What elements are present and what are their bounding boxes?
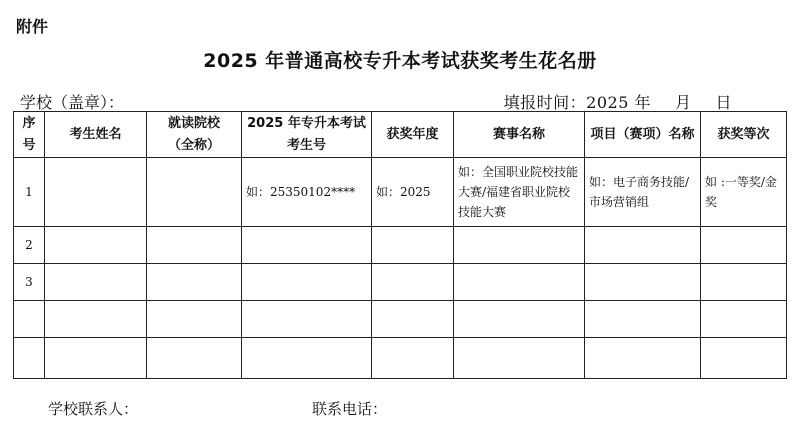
table-row xyxy=(14,338,787,379)
cell-index[interactable]: 1 xyxy=(14,158,45,227)
cell-award[interactable] xyxy=(701,338,787,379)
cell-year[interactable] xyxy=(372,264,454,301)
cell-exam-no[interactable] xyxy=(242,264,372,301)
col-header-event: 赛事名称 xyxy=(454,112,585,158)
cell-award[interactable] xyxy=(701,301,787,338)
cell-year[interactable] xyxy=(372,338,454,379)
cell-school[interactable] xyxy=(147,227,242,264)
month-label: 月 xyxy=(674,93,692,112)
cell-event[interactable] xyxy=(454,227,585,264)
cell-exam-no[interactable] xyxy=(242,227,372,264)
cell-event[interactable] xyxy=(454,338,585,379)
cell-school[interactable] xyxy=(147,264,242,301)
col-header-item: 项目（赛项）名称 xyxy=(585,112,701,158)
cell-award[interactable]: 如 :一等奖/金奖 xyxy=(701,158,787,227)
cell-name[interactable] xyxy=(45,158,147,227)
cell-index[interactable]: 2 xyxy=(14,227,45,264)
table-row xyxy=(14,301,787,338)
cell-name[interactable] xyxy=(45,338,147,379)
cell-year[interactable] xyxy=(372,227,454,264)
cell-item[interactable] xyxy=(585,264,701,301)
table-header-row xyxy=(14,112,787,158)
cell-item[interactable]: 如：电子商务技能/市场营销组 xyxy=(585,158,701,227)
col-header-name: 考生姓名 xyxy=(45,112,147,158)
table-row xyxy=(14,264,787,301)
cell-index[interactable] xyxy=(14,338,45,379)
day-label: 日 xyxy=(715,93,732,112)
cell-school[interactable] xyxy=(147,301,242,338)
cell-index[interactable] xyxy=(14,301,45,338)
attachment-label: 附件 xyxy=(16,17,49,36)
award-roster-table xyxy=(13,111,787,379)
fill-date-label: 填报时间：2025 年 xyxy=(503,93,651,112)
cell-item[interactable] xyxy=(585,227,701,264)
page-title: 2025 年普通高校专升本考试获奖考生花名册 xyxy=(203,50,597,72)
col-header-award: 获奖等次 xyxy=(701,112,787,158)
fill-date-line xyxy=(504,90,732,113)
cell-index[interactable]: 3 xyxy=(14,264,45,301)
school-seal-label: 学校（盖章）： xyxy=(20,93,125,112)
cell-item[interactable] xyxy=(585,338,701,379)
table-row xyxy=(14,158,787,227)
school-contact-label: 学校联系人： xyxy=(48,400,139,418)
cell-event[interactable]: 如：全国职业院校技能大赛/福建省职业院校技能大赛 xyxy=(454,158,585,227)
cell-school[interactable] xyxy=(147,338,242,379)
cell-exam-no[interactable]: 如：25350102**** xyxy=(242,158,372,227)
cell-name[interactable] xyxy=(45,301,147,338)
cell-exam-no[interactable] xyxy=(242,301,372,338)
cell-exam-no[interactable] xyxy=(242,338,372,379)
cell-item[interactable] xyxy=(585,301,701,338)
cell-school[interactable] xyxy=(147,158,242,227)
cell-award[interactable] xyxy=(701,264,787,301)
cell-award[interactable] xyxy=(701,227,787,264)
cell-name[interactable] xyxy=(45,227,147,264)
col-header-exam-no: 2025 年专升本考试 考生号 xyxy=(242,112,372,158)
cell-name[interactable] xyxy=(45,264,147,301)
cell-year[interactable]: 如：2025 xyxy=(372,158,454,227)
table-row xyxy=(14,227,787,264)
cell-event[interactable] xyxy=(454,264,585,301)
col-header-index: 序 号 xyxy=(14,112,45,158)
cell-event[interactable] xyxy=(454,301,585,338)
col-header-school: 就读院校 （全称） xyxy=(147,112,242,158)
col-header-year: 获奖年度 xyxy=(372,112,454,158)
cell-year[interactable] xyxy=(372,301,454,338)
contact-phone-label: 联系电话： xyxy=(312,400,388,418)
